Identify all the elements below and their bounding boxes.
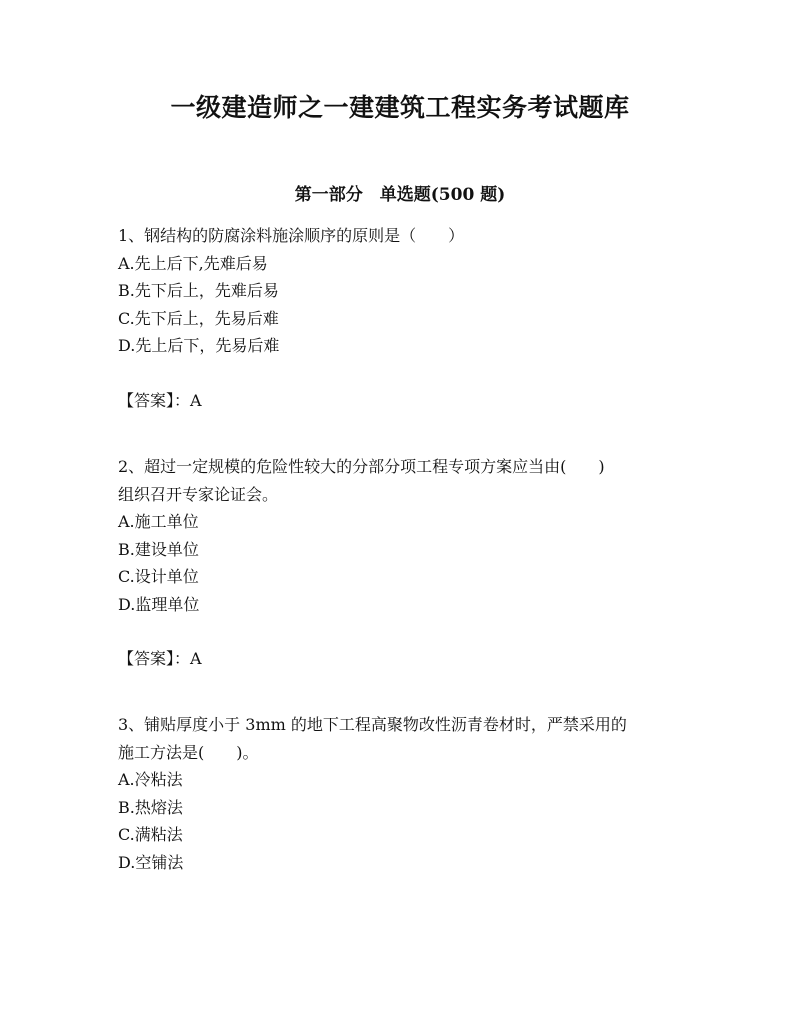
option-a: A.冷粘法 bbox=[118, 770, 183, 789]
option-a: A.先上后下,先难后易 bbox=[118, 253, 268, 273]
question-stem: 1、钢结构的防腐涂料施涂顺序的原则是（ ） bbox=[118, 226, 465, 245]
question-stem-continued: 施工方法是( )。 bbox=[118, 742, 259, 762]
option-c: C.先下后上，先易后难 bbox=[118, 308, 279, 328]
option-b: B.先下后上，先难后易 bbox=[118, 281, 279, 300]
section-title: 第一部分 单选题(500 题) bbox=[294, 185, 506, 205]
question-stem: 3、铺贴厚度小于 3mm 的地下工程高聚物改性沥青卷材时，严禁采用的 bbox=[118, 715, 627, 734]
option-d: D.监理单位 bbox=[118, 594, 200, 614]
answer-1: 【答案】：A bbox=[118, 391, 202, 410]
question-stem-continued: 组织召开专家论证会。 bbox=[118, 484, 279, 504]
option-b: B.热熔法 bbox=[118, 797, 183, 817]
option-b: B.建设单位 bbox=[118, 539, 199, 559]
option-c: C.满粘法 bbox=[118, 825, 183, 844]
question-1 bbox=[118, 222, 698, 360]
option-c: C.设计单位 bbox=[118, 567, 199, 586]
question-3 bbox=[118, 711, 698, 876]
answer-2: 【答案】：A bbox=[118, 649, 202, 668]
question-2 bbox=[118, 453, 698, 618]
option-a: A.施工单位 bbox=[118, 512, 199, 531]
option-d: D.空铺法 bbox=[118, 852, 184, 872]
question-stem: 2、超过一定规模的危险性较大的分部分项工程专项方案应当由( ) bbox=[118, 457, 605, 476]
document-title: 一级建造师之一建建筑工程实务考试题库 bbox=[170, 93, 630, 122]
option-d: D.先上后下，先易后难 bbox=[118, 336, 280, 355]
